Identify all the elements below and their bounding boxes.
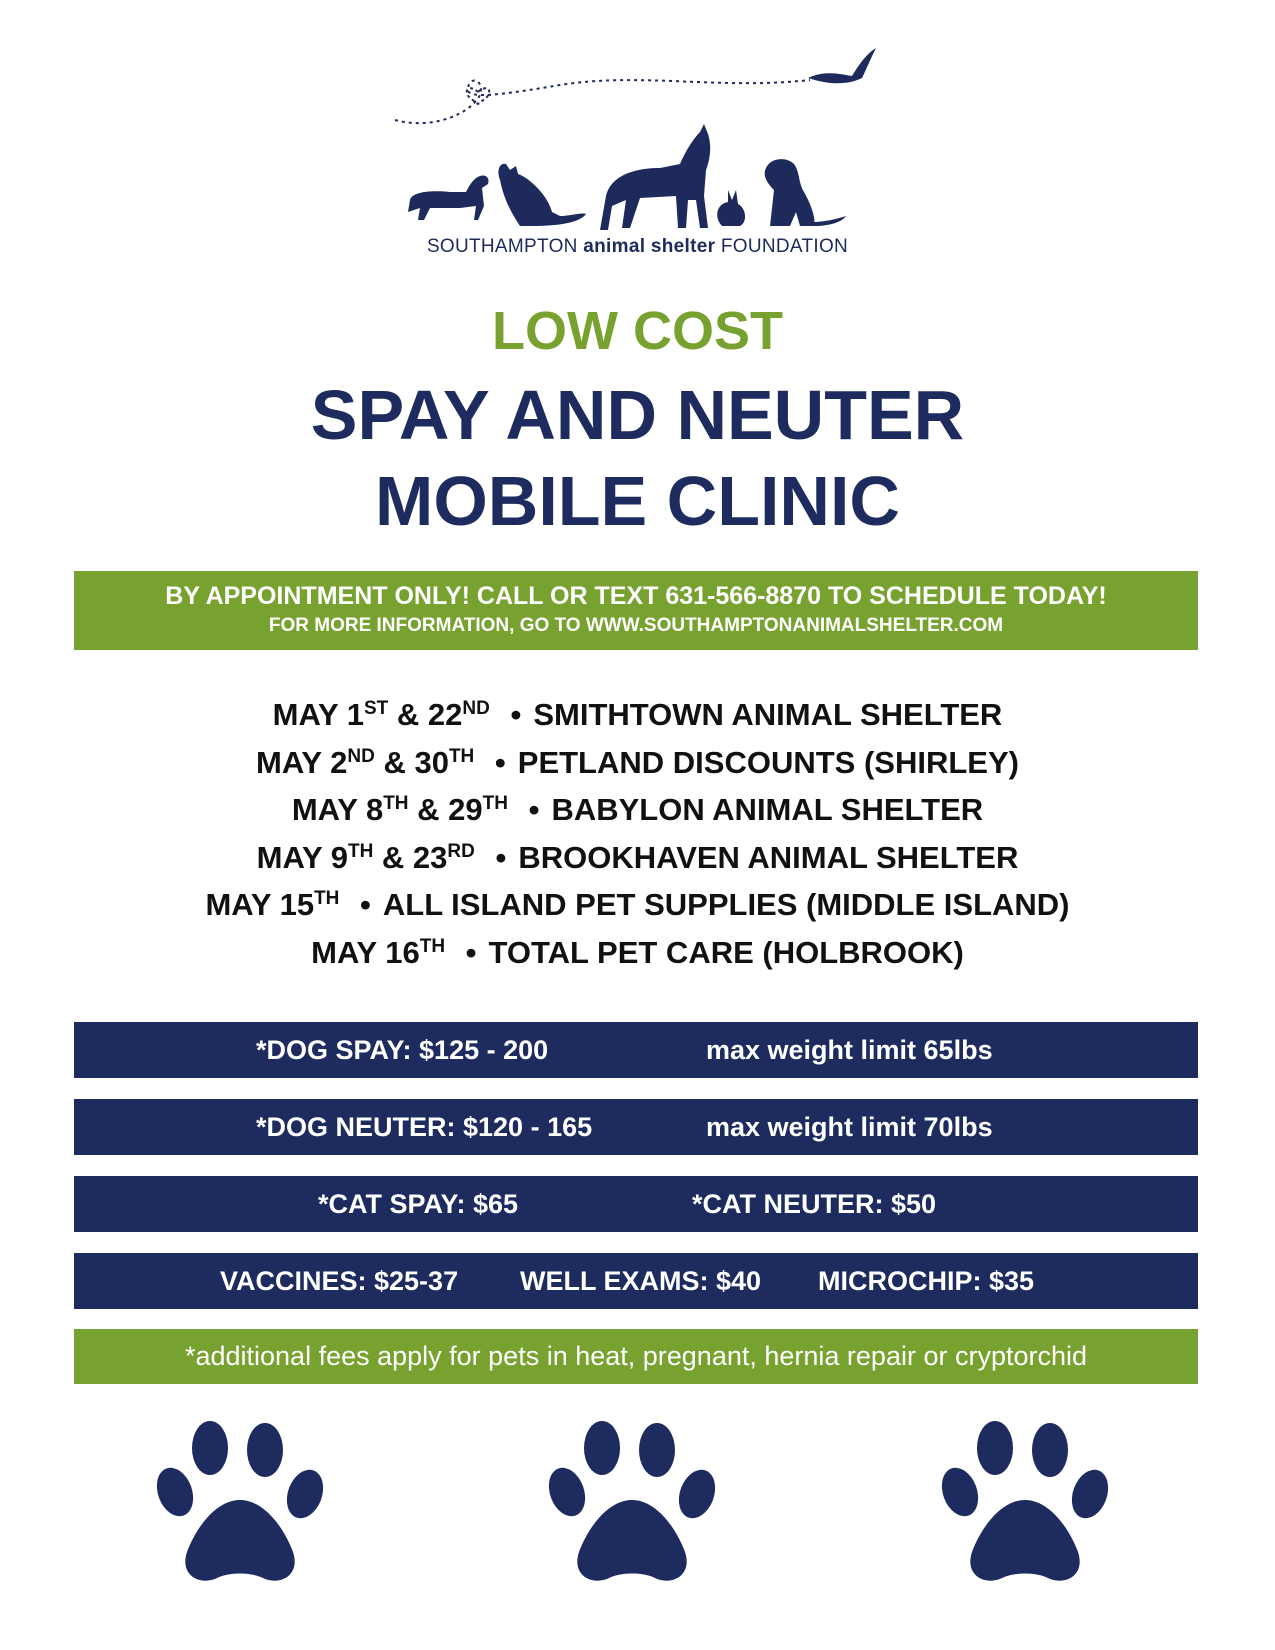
schedule-row xyxy=(0,840,1275,888)
services-price-bar xyxy=(74,1253,1198,1309)
bunny-icon xyxy=(717,190,745,226)
dachshund-icon xyxy=(408,175,489,220)
headline-line-1: SPAY AND NEUTER xyxy=(310,376,965,454)
date-suffix: TH xyxy=(314,888,340,909)
cat-neuter-price: *CAT NEUTER: $50 xyxy=(692,1189,937,1219)
vaccines-price: VACCINES: $25-37 xyxy=(220,1266,459,1296)
date-suffix: TH xyxy=(419,935,446,957)
well-exams-price: WELL EXAMS: $40 xyxy=(520,1266,762,1296)
date-suffix: RD xyxy=(447,840,475,862)
paw-print-icon xyxy=(547,1420,727,1590)
separator-dot: • xyxy=(495,839,507,875)
schedule-date-2: & 23 xyxy=(381,839,448,875)
logo-artwork xyxy=(0,0,1275,250)
schedule-date: MAY 15 xyxy=(205,887,315,922)
schedule-date: MAY 16 xyxy=(311,934,420,970)
dog-neuter-weight-limit: max weight limit 70lbs xyxy=(706,1112,993,1142)
schedule-location: BABYLON ANIMAL SHELTER xyxy=(551,792,984,827)
schedule-row xyxy=(0,697,1275,745)
date-suffix: TH xyxy=(482,793,508,814)
separator-dot: • xyxy=(360,887,371,922)
appointment-banner xyxy=(74,571,1198,650)
dog-neuter-price: *DOG NEUTER: $120 - 165 xyxy=(256,1112,593,1142)
schedule-location: TOTAL PET CARE (HOLBROOK) xyxy=(488,934,964,970)
headline-low-cost: LOW COST xyxy=(492,301,783,361)
date-suffix: TH xyxy=(383,793,409,814)
paw-print-icon xyxy=(940,1420,1120,1590)
microchip-price: MICROCHIP: $35 xyxy=(818,1266,1035,1296)
cat-spay-price: *CAT SPAY: $65 xyxy=(318,1189,519,1219)
logo-wordmark xyxy=(0,236,1275,258)
schedule-date: MAY 2 xyxy=(256,744,348,780)
schedule-row xyxy=(0,792,1275,840)
large-dog-icon xyxy=(600,124,710,230)
schedule-location: ALL ISLAND PET SUPPLIES (MIDDLE ISLAND) xyxy=(382,887,1070,922)
date-suffix: ND xyxy=(347,745,375,767)
schedule-row xyxy=(0,935,1275,983)
dog-spay-bar xyxy=(74,1022,1198,1078)
cat-price-bar xyxy=(74,1176,1198,1232)
logo-name-bold: animal shelter xyxy=(583,236,716,257)
dog-neuter-bar xyxy=(74,1099,1198,1155)
schedule-location: PETLAND DISCOUNTS (SHIRLEY) xyxy=(517,744,1019,780)
date-suffix: TH xyxy=(347,840,374,862)
schedule-row xyxy=(0,745,1275,793)
paw-print-icon xyxy=(155,1420,335,1590)
schedule-date: MAY 8 xyxy=(291,792,384,827)
schedule-row xyxy=(0,887,1275,935)
headline-title xyxy=(0,372,1275,544)
dotted-flight-path xyxy=(395,80,810,123)
schedule-date: MAY 1 xyxy=(272,697,364,732)
separator-dot: • xyxy=(465,934,477,970)
date-suffix: ST xyxy=(364,698,389,719)
more-info-text: FOR MORE INFORMATION, GO TO WWW.SOUTHAMPTONANIMALSHELTER.COM xyxy=(268,615,1004,636)
bird-icon xyxy=(808,48,876,83)
dog-spay-weight-limit: max weight limit 65lbs xyxy=(706,1035,993,1065)
dog-spay-price: *DOG SPAY: $125 - 200 xyxy=(256,1035,549,1065)
heart-icon xyxy=(467,88,490,104)
cat-icon xyxy=(498,164,586,226)
headline-line-2: MOBILE CLINIC xyxy=(375,462,900,540)
logo-name-part-2: FOUNDATION xyxy=(720,236,849,257)
separator-dot: • xyxy=(528,792,540,827)
schedule-date: MAY 9 xyxy=(256,839,348,875)
separator-dot: • xyxy=(494,744,506,780)
schedule-date-2: & 30 xyxy=(383,744,449,780)
date-suffix: ND xyxy=(462,698,490,719)
logo-name-part-1: SOUTHAMPTON xyxy=(426,236,578,257)
sitting-dog-icon xyxy=(765,159,846,226)
schedule-date-2: & 29 xyxy=(417,792,483,827)
date-suffix: TH xyxy=(448,745,475,767)
schedule-date-2: & 22 xyxy=(396,697,463,732)
appointment-call-text: BY APPOINTMENT ONLY! CALL OR TEXT 631-566-8870 TO SCHEDULE TODAY! xyxy=(165,582,1107,610)
schedule-location: BROOKHAVEN ANIMAL SHELTER xyxy=(518,839,1019,875)
schedule-location: SMITHTOWN ANIMAL SHELTER xyxy=(533,697,1003,732)
separator-dot: • xyxy=(510,697,522,732)
clinic-schedule xyxy=(0,697,1275,982)
additional-fees-note: *additional fees apply for pets in heat, pregnant, hernia repair or cryptorchid xyxy=(74,1329,1198,1384)
